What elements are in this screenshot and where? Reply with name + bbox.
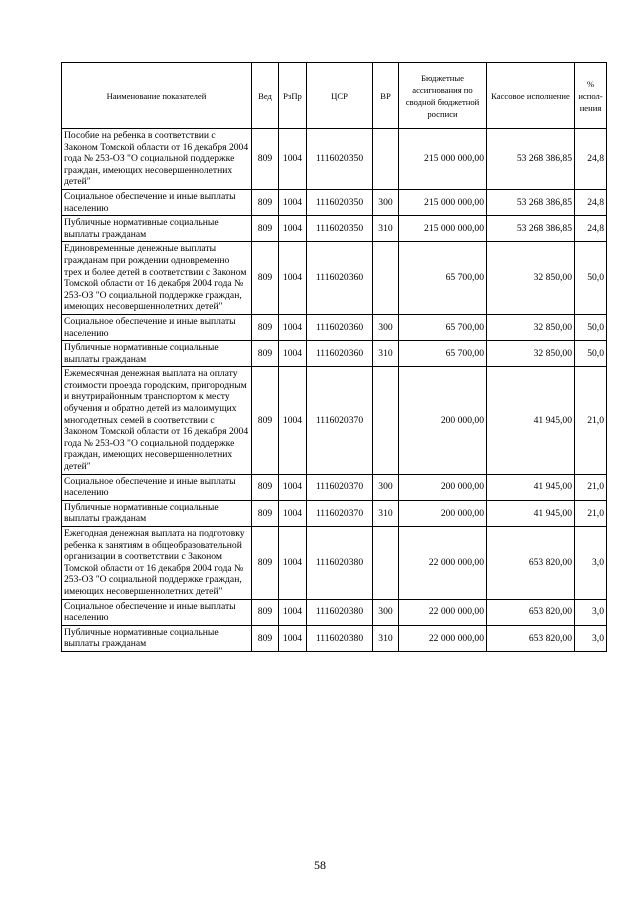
cell-rzpr: 1004 — [279, 341, 307, 367]
cell-name: Публичные нормативные социальные выплаты гражданам — [62, 625, 252, 651]
table-row — [62, 189, 607, 215]
cell-budget: 22 000 000,00 — [399, 527, 487, 600]
cell-vr — [373, 367, 399, 474]
header-vr: ВР — [373, 63, 399, 129]
table-row — [62, 474, 607, 500]
cell-ved: 809 — [252, 216, 279, 242]
cell-vr: 310 — [373, 216, 399, 242]
table-row — [62, 500, 607, 526]
cell-name: Публичные нормативные социальные выплаты гражданам — [62, 341, 252, 367]
cell-budget: 215 000 000,00 — [399, 129, 487, 190]
cell-ved: 809 — [252, 474, 279, 500]
cell-rzpr: 1004 — [279, 242, 307, 315]
table-header-row — [62, 63, 607, 129]
table-row — [62, 216, 607, 242]
cell-rzpr: 1004 — [279, 625, 307, 651]
cell-pct: 21,0 — [575, 474, 607, 500]
table-row — [62, 314, 607, 340]
cell-cash: 653 820,00 — [487, 599, 575, 625]
cell-cash: 53 268 386,85 — [487, 216, 575, 242]
cell-cash: 53 268 386,85 — [487, 189, 575, 215]
cell-budget: 215 000 000,00 — [399, 189, 487, 215]
cell-budget: 200 000,00 — [399, 367, 487, 474]
cell-ved: 809 — [252, 367, 279, 474]
table-row — [62, 599, 607, 625]
cell-ved: 809 — [252, 189, 279, 215]
cell-rzpr: 1004 — [279, 474, 307, 500]
cell-rzpr: 1004 — [279, 129, 307, 190]
cell-cash: 41 945,00 — [487, 500, 575, 526]
cell-budget: 65 700,00 — [399, 314, 487, 340]
cell-vr — [373, 242, 399, 315]
cell-ved: 809 — [252, 129, 279, 190]
cell-csr: 1116020380 — [307, 527, 373, 600]
cell-rzpr: 1004 — [279, 599, 307, 625]
cell-budget: 200 000,00 — [399, 474, 487, 500]
cell-rzpr: 1004 — [279, 216, 307, 242]
cell-csr: 1116020380 — [307, 625, 373, 651]
cell-pct: 21,0 — [575, 500, 607, 526]
header-cash: Кассовое исполнение — [487, 63, 575, 129]
cell-csr: 1116020360 — [307, 314, 373, 340]
table-row — [62, 367, 607, 474]
cell-cash: 53 268 386,85 — [487, 129, 575, 190]
cell-name: Социальное обеспечение и иные выплаты населению — [62, 599, 252, 625]
cell-rzpr: 1004 — [279, 314, 307, 340]
header-budget: Бюджетные ассигнования по сводной бюджетной росписи — [399, 63, 487, 129]
cell-cash: 653 820,00 — [487, 625, 575, 651]
cell-vr: 310 — [373, 625, 399, 651]
cell-cash: 653 820,00 — [487, 527, 575, 600]
header-rzpr: РзПр — [279, 63, 307, 129]
header-csr: ЦСР — [307, 63, 373, 129]
cell-pct: 24,8 — [575, 216, 607, 242]
table-body — [62, 129, 607, 652]
cell-pct: 50,0 — [575, 314, 607, 340]
cell-rzpr: 1004 — [279, 189, 307, 215]
header-ved: Вед — [252, 63, 279, 129]
table-row — [62, 527, 607, 600]
header-pct: % испол-нения — [575, 63, 607, 129]
cell-name: Пособие на ребенка в соответствии с Законом Томской области от 16 декабря 2004 года № 253-ОЗ "О социальной поддержке граждан, имеющих несовершеннолетних детей" — [62, 129, 252, 190]
budget-execution-table — [61, 62, 607, 652]
cell-vr: 310 — [373, 500, 399, 526]
cell-cash: 41 945,00 — [487, 474, 575, 500]
cell-vr — [373, 129, 399, 190]
cell-csr: 1116020380 — [307, 599, 373, 625]
cell-pct: 3,0 — [575, 527, 607, 600]
cell-cash: 32 850,00 — [487, 242, 575, 315]
cell-vr: 300 — [373, 599, 399, 625]
cell-vr: 310 — [373, 341, 399, 367]
cell-rzpr: 1004 — [279, 367, 307, 474]
cell-csr: 1116020350 — [307, 189, 373, 215]
cell-budget: 200 000,00 — [399, 500, 487, 526]
cell-csr: 1116020370 — [307, 500, 373, 526]
cell-budget: 65 700,00 — [399, 242, 487, 315]
cell-cash: 32 850,00 — [487, 314, 575, 340]
cell-budget: 22 000 000,00 — [399, 599, 487, 625]
cell-pct: 21,0 — [575, 367, 607, 474]
cell-csr: 1116020360 — [307, 242, 373, 315]
cell-name: Социальное обеспечение и иные выплаты населению — [62, 474, 252, 500]
cell-name: Ежемесячная денежная выплата на оплату стоимости проезда городским, пригородным и внутрирайонным транспортом к месту обучения и обратно детей из малоимущих многодетных семей в соответствии с Законом Томской области от 16 декабря 2004 года № 253-ОЗ "О социальной поддержке граждан, имеющих несовершеннолетних детей" — [62, 367, 252, 474]
cell-name: Ежегодная денежная выплата на подготовку ребенка к занятиям в общеобразовательной организации в соответствии с Законом Томской области от 16 декабря 2004 года № 253-ОЗ "О социальной поддержке граждан, имеющих несовершеннолетних детей" — [62, 527, 252, 600]
cell-name: Публичные нормативные социальные выплаты гражданам — [62, 216, 252, 242]
cell-ved: 809 — [252, 242, 279, 315]
cell-ved: 809 — [252, 599, 279, 625]
cell-rzpr: 1004 — [279, 500, 307, 526]
cell-ved: 809 — [252, 500, 279, 526]
cell-pct: 3,0 — [575, 625, 607, 651]
cell-budget: 22 000 000,00 — [399, 625, 487, 651]
header-name: Наименование показателей — [62, 63, 252, 129]
cell-csr: 1116020370 — [307, 474, 373, 500]
page-number: 58 — [314, 858, 326, 872]
table-row — [62, 242, 607, 315]
cell-budget: 215 000 000,00 — [399, 216, 487, 242]
table-row — [62, 625, 607, 651]
cell-pct: 24,8 — [575, 129, 607, 190]
cell-name: Социальное обеспечение и иные выплаты населению — [62, 314, 252, 340]
cell-pct: 24,8 — [575, 189, 607, 215]
cell-ved: 809 — [252, 314, 279, 340]
cell-ved: 809 — [252, 341, 279, 367]
cell-csr: 1116020370 — [307, 367, 373, 474]
cell-pct: 3,0 — [575, 599, 607, 625]
cell-vr: 300 — [373, 314, 399, 340]
table-row — [62, 341, 607, 367]
cell-csr: 1116020350 — [307, 216, 373, 242]
cell-cash: 32 850,00 — [487, 341, 575, 367]
cell-pct: 50,0 — [575, 341, 607, 367]
cell-name: Единовременные денежные выплаты гражданам при рождении одновременно трех и более детей в соответствии с Законом Томской области от 16 декабря 2004 года № 253-ОЗ "О социальной поддержке граждан, имеющих несовершеннолетних детей" — [62, 242, 252, 315]
cell-name: Социальное обеспечение и иные выплаты населению — [62, 189, 252, 215]
cell-ved: 809 — [252, 527, 279, 600]
cell-csr: 1116020360 — [307, 341, 373, 367]
cell-vr: 300 — [373, 189, 399, 215]
cell-csr: 1116020350 — [307, 129, 373, 190]
cell-ved: 809 — [252, 625, 279, 651]
cell-rzpr: 1004 — [279, 527, 307, 600]
cell-vr: 300 — [373, 474, 399, 500]
cell-name: Публичные нормативные социальные выплаты гражданам — [62, 500, 252, 526]
cell-budget: 65 700,00 — [399, 341, 487, 367]
cell-cash: 41 945,00 — [487, 367, 575, 474]
cell-vr — [373, 527, 399, 600]
table-row — [62, 129, 607, 190]
cell-pct: 50,0 — [575, 242, 607, 315]
